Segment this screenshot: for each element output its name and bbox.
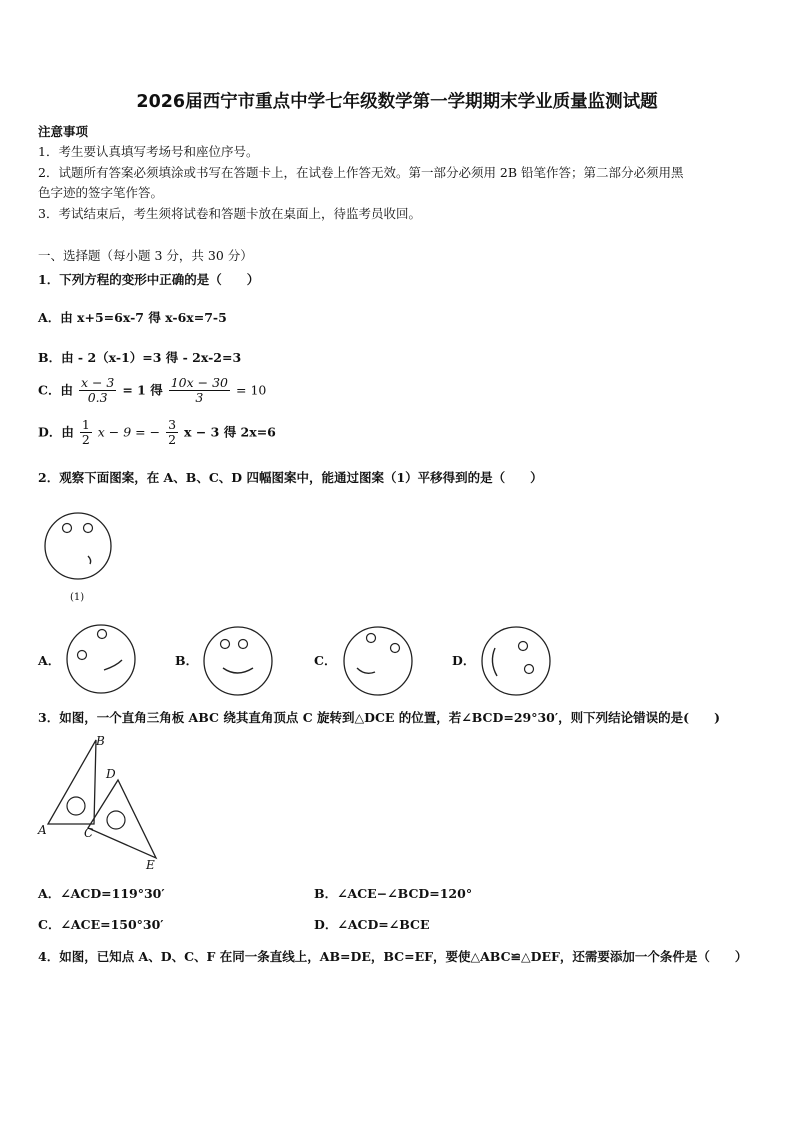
q3-option-a: A．∠ACD=119°30′ — [38, 886, 165, 901]
q3-triangle-figure — [36, 734, 166, 874]
notice-item: 2．试题所有答案必须填涂或书写在答题卡上，在试卷上作答无效。第一部分必须用 2B 铅笔作答；第二部分必须用黑 — [38, 165, 684, 180]
q2-option-d-label: D． — [452, 653, 476, 668]
q2-option-c-label: C． — [314, 653, 337, 668]
q1-d-end: x − 3 得 2x=6 — [184, 424, 276, 440]
q1-c-fraction-2 — [169, 376, 230, 406]
numerator: 3 — [168, 417, 177, 432]
q1-option-c — [38, 376, 266, 406]
q3-option-d: D．∠ACD=∠BCE — [314, 917, 430, 932]
point-label-c: C — [84, 826, 94, 840]
q1-option-a: A．由 x+5=6x-7 得 x-6x=7-5 — [38, 310, 227, 325]
notice-heading: 注意事项 — [38, 124, 89, 139]
q2-reference-face — [40, 508, 120, 588]
notice-item: 色字迹的签字笔作答。 — [38, 185, 164, 200]
q1-c-end: = 10 — [236, 382, 267, 398]
q1-d-prefix: D．由 — [38, 424, 74, 440]
q2-stem: 2．观察下面图案，在 A、B、C、D 四幅图案中，能通过图案（1）平移得到的是（ ） — [38, 470, 543, 485]
q1-d-fraction-2 — [166, 418, 178, 448]
page-title: 2026届西宁市重点中学七年级数学第一学期期末学业质量监测试题 — [136, 92, 658, 112]
q2-option-b-face — [201, 624, 277, 700]
point-label-a: A — [38, 823, 47, 837]
q3-option-c: C．∠ACE=150°30′ — [38, 917, 164, 932]
point-label-b: B — [96, 734, 105, 748]
q3-stem: 3．如图，一个直角三角板 ABC 绕其直角顶点 C 旋转到△DCE 的位置，若∠BCD=29°30′，则下列结论错误的是( ) — [38, 710, 720, 725]
section-heading: 一、选择题（每小题 3 分，共 30 分） — [38, 248, 253, 263]
q1-d-fraction-1 — [80, 418, 92, 448]
q1-option-b: B．由 - 2（x-1）=3 得 - 2x-2=3 — [38, 350, 242, 365]
q1-c-prefix: C．由 — [38, 382, 73, 398]
numerator: 10x − 30 — [170, 375, 229, 390]
q1-stem: 1．下列方程的变形中正确的是（ ） — [38, 272, 260, 287]
q2-option-b-label: B． — [175, 653, 199, 668]
q4-stem: 4．如图，已知点 A、D、C、F 在同一条直线上，AB=DE，BC=EF，要使△ABC≌△DEF，还需要添加一个条件是（ ） — [38, 949, 748, 964]
point-label-e: E — [146, 858, 155, 872]
q2-option-a-label: A． — [38, 653, 61, 668]
q1-option-d — [38, 418, 276, 448]
numerator: x − 3 — [80, 375, 115, 390]
denominator: 0.3 — [87, 390, 108, 406]
q2-figure-label: (1) — [70, 592, 85, 603]
denominator: 2 — [168, 432, 177, 448]
denominator: 2 — [81, 432, 90, 448]
q1-c-fraction-1 — [79, 376, 116, 406]
notice-item: 3．考试结束后，考生须将试卷和答题卡放在桌面上，待监考员收回。 — [38, 206, 421, 221]
q2-option-a-face — [64, 622, 140, 698]
notice-item: 1．考生要认真填写考场号和座位序号。 — [38, 144, 259, 159]
q1-c-mid: = 1 得 — [122, 382, 163, 398]
q2-option-c-face — [341, 624, 417, 700]
denominator: 3 — [195, 390, 204, 406]
q3-option-b: B．∠ACE−∠BCD=120° — [314, 886, 473, 901]
numerator: 1 — [81, 417, 90, 432]
point-label-d: D — [106, 767, 116, 781]
q1-d-mid: x − 9 = − — [97, 424, 161, 440]
q2-option-d-face — [479, 624, 555, 700]
